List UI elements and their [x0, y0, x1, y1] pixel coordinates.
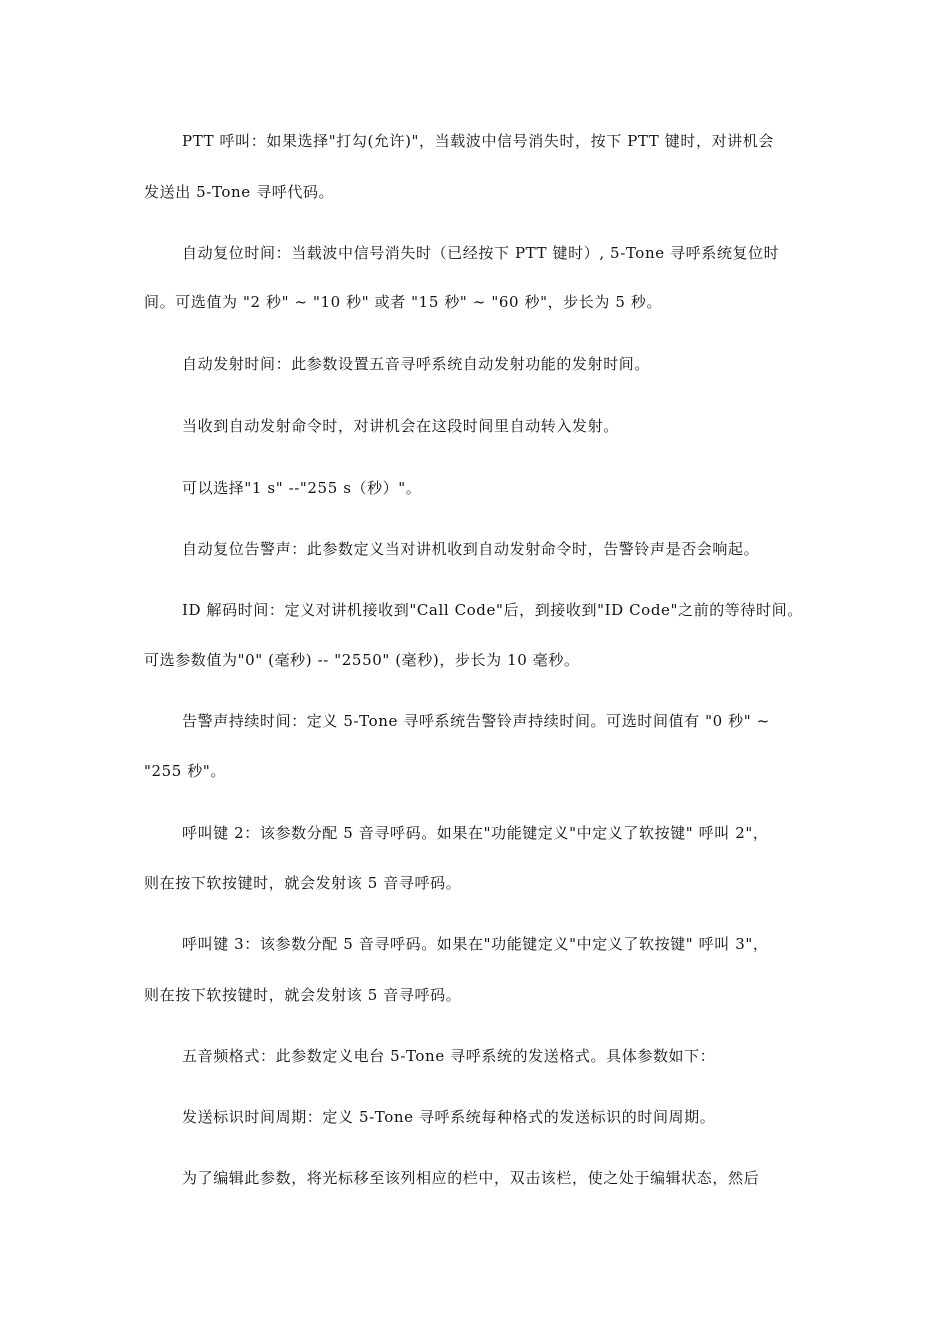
auto-transmit-note-paragraph: 当收到自动发射命令时，对讲机会在这段时间里自动转入发射。 [182, 417, 619, 435]
call-key-3-paragraph-line-2: 则在按下软按键时，就会发射该 5 音寻呼码。 [144, 986, 462, 1004]
call-key-2-paragraph-line-2: 则在按下软按键时，就会发射该 5 音寻呼码。 [144, 874, 462, 892]
id-decode-time-paragraph-line-2: 可选参数值为"0" (毫秒) -- "2550" (毫秒)，步长为 10 毫秒。 [144, 651, 580, 669]
id-decode-time-paragraph-line-1: ID 解码时间：定义对讲机接收到"Call Code"后，到接收到"ID Code"之前的等待时间。 [182, 601, 803, 619]
call-key-3-paragraph-line-1: 呼叫键 3：该参数分配 5 音寻呼码。如果在"功能键定义"中定义了软按键" 呼叫 3"， [182, 935, 769, 953]
five-tone-format-paragraph: 五音频格式：此参数定义电台 5-Tone 寻呼系统的发送格式。具体参数如下： [182, 1047, 716, 1065]
auto-reset-time-paragraph-line-1: 自动复位时间：当载波中信号消失时（已经按下 PTT 键时）, 5-Tone 寻呼系统复位时 [182, 244, 780, 262]
auto-transmit-time-paragraph: 自动发射时间：此参数设置五音寻呼系统自动发射功能的发射时间。 [182, 355, 651, 373]
call-key-2-paragraph-line-1: 呼叫键 2：该参数分配 5 音寻呼码。如果在"功能键定义"中定义了软按键" 呼叫 2"， [182, 824, 769, 842]
auto-transmit-range-paragraph: 可以选择"1 s" --"255 s（秒）"。 [182, 479, 422, 497]
auto-reset-time-paragraph-line-2: 间。可选值为 "2 秒" ~ "10 秒" 或者 "15 秒" ~ "60 秒"，步长为 5 秒。 [144, 293, 663, 311]
edit-instruction-paragraph: 为了编辑此参数，将光标移至该列相应的栏中，双击该栏，使之处于编辑状态，然后 [182, 1169, 760, 1187]
ptt-call-paragraph-line-2: 发送出 5-Tone 寻呼代码。 [144, 183, 335, 201]
alert-duration-paragraph-line-1: 告警声持续时间：定义 5-Tone 寻呼系统告警铃声持续时间。可选时间值有 "0 秒" ~ [182, 712, 770, 730]
auto-reset-alert-paragraph: 自动复位告警声：此参数定义当对讲机收到自动发射命令时，告警铃声是否会响起。 [182, 540, 760, 558]
ptt-call-paragraph-line-1: PTT 呼叫：如果选择"打勾(允许)"，当载波中信号消失时，按下 PTT 键时，对讲机会 [182, 132, 774, 150]
alert-duration-paragraph-line-2: "255 秒"。 [144, 762, 226, 780]
send-id-period-paragraph: 发送标识时间周期：定义 5-Tone 寻呼系统每种格式的发送标识的时间周期。 [182, 1108, 716, 1126]
